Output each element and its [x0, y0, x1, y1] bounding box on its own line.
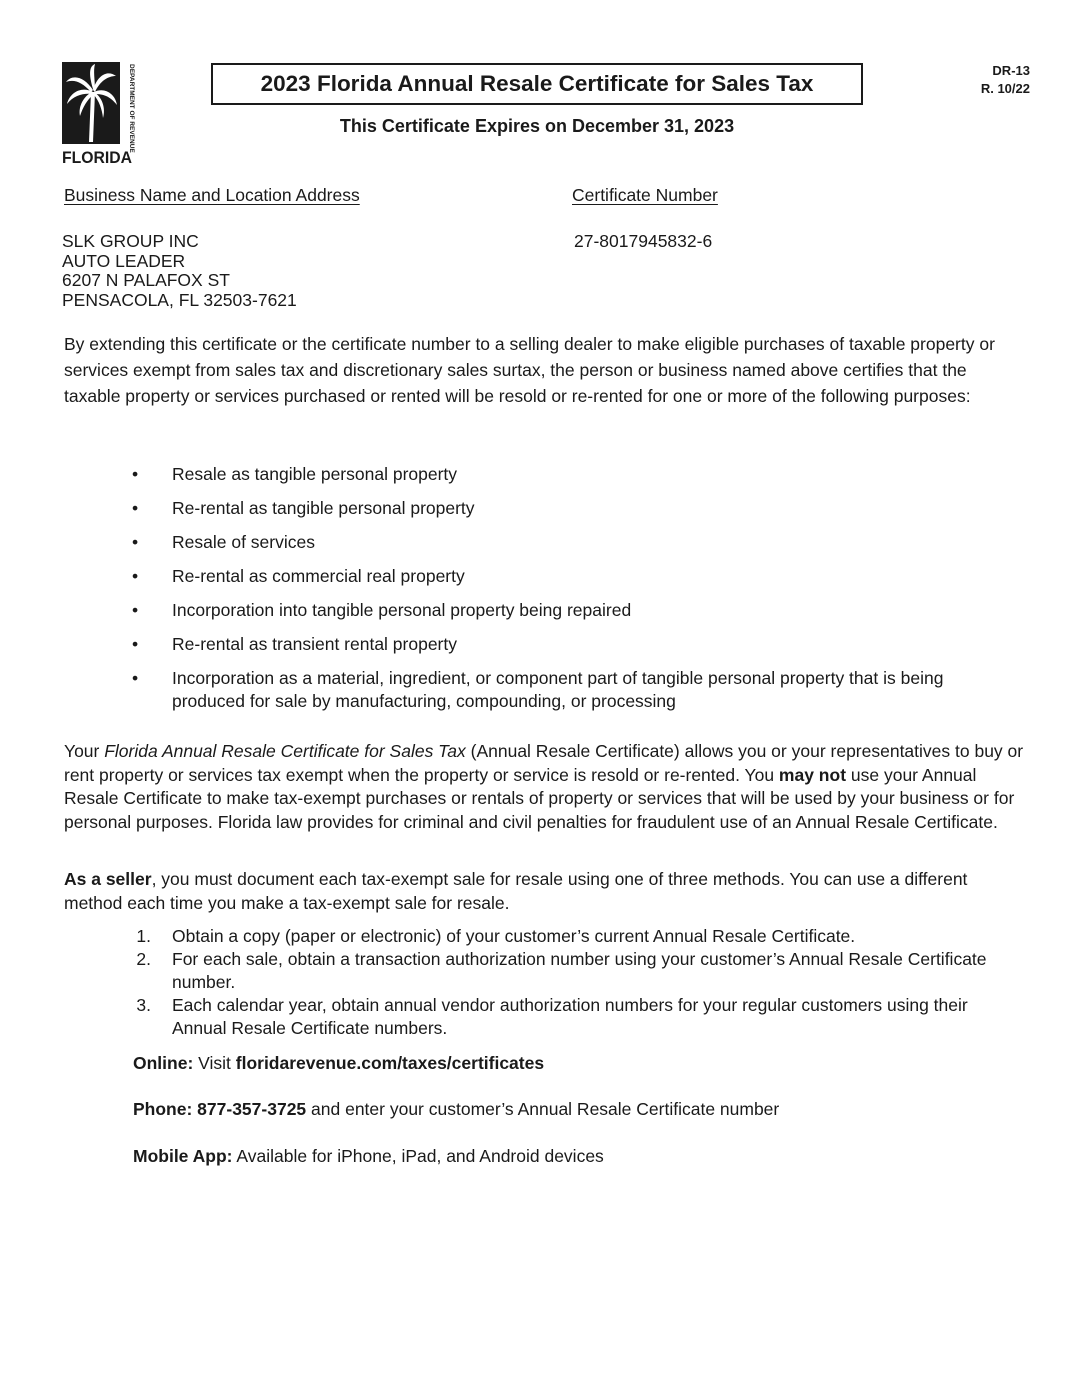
certificate-label: Certificate Number — [572, 185, 718, 205]
business-city: PENSACOLA, FL 32503-7621 — [62, 289, 297, 310]
bullet-icon: • — [132, 634, 139, 654]
expiration-notice: This Certificate Expires on December 31, 2023 — [339, 116, 735, 136]
list-item: • Re-rental as tangible personal property — [132, 498, 475, 518]
business-address — [62, 232, 297, 310]
list-item: • Incorporation into tangible personal property being repaired — [132, 600, 632, 620]
palm-tree-icon — [62, 62, 138, 166]
intro-paragraph: By extending this certificate or the certificate number to a selling dealer to make eligible purchases of taxable property or services exempt from sales tax and discretionary sales surtax, the person or business named above certifies that the taxable property or services purchased or rented will be resold or re-rented for one or more of the following purposes: — [64, 334, 995, 406]
department-wordmark: DEPARTMENT OF REVENUE — [128, 64, 135, 153]
phone-label: Phone: — [133, 1099, 193, 1119]
form-number: DR-13 — [992, 63, 1030, 78]
business-name: SLK GROUP INC — [62, 231, 199, 251]
florida-wordmark: FLORIDA — [62, 148, 132, 166]
page-title: 2023 Florida Annual Resale Certificate for Sales Tax — [211, 63, 863, 105]
list-item: • Resale as tangible personal property — [132, 464, 458, 484]
form-name: Florida Annual Resale Certificate for Sales Tax — [104, 741, 466, 761]
mobile-label: Mobile App: — [133, 1146, 233, 1166]
bullet-icon: • — [132, 464, 139, 484]
seller-emphasis: As a seller — [64, 869, 152, 889]
bullet-icon: • — [132, 566, 139, 586]
list-item: • Incorporation as a material, ingredient, or component part of tangible personal property that is being produced for sale by manufacturing, compounding, or processing — [132, 668, 944, 711]
form-number-block — [981, 62, 1030, 98]
mobile-method: Mobile App: Available for iPhone, iPad, and Android devices — [133, 1146, 604, 1166]
seller-paragraph: As a seller, you must document each tax-exempt sale for resale using one of three methods. You can use a different method each time you make a tax-exempt sale for resale. — [64, 869, 968, 913]
bullet-icon: • — [132, 532, 139, 552]
phone-method: Phone: 877-357-3725 and enter your customer’s Annual Resale Certificate number — [133, 1099, 780, 1119]
list-item: • Re-rental as commercial real property — [132, 566, 465, 586]
usage-paragraph: Your Florida Annual Resale Certificate for Sales Tax (Annual Resale Certificate) allows you or your representatives to buy or rent property or services tax exempt when the property or service is resold or re-rented. You may not use your Annual Resale Certificate to make tax-exempt purchases or rentals of property or services that will be used by your business or for personal purposes. Florida law provides for criminal and civil penalties for fraudulent use of an Annual Resale Certificate. — [64, 741, 1024, 832]
list-item: 1. Obtain a copy (paper or electronic) of your customer’s current Annual Resale Certificate. — [136, 926, 856, 946]
list-item: 3. Each calendar year, obtain annual vendor authorization numbers for your regular customers using their Annual Resale Certificate numbers. — [136, 995, 968, 1038]
bullet-icon: • — [132, 600, 139, 620]
florida-dor-logo — [62, 62, 138, 166]
list-item: 2. For each sale, obtain a transaction authorization number using your customer’s Annual Resale Certificate number. — [136, 949, 987, 992]
list-item: • Resale of services — [132, 532, 315, 552]
online-label: Online: — [133, 1053, 194, 1073]
bullet-icon: • — [132, 498, 139, 518]
online-method: Online: Visit floridarevenue.com/taxes/certificates — [133, 1053, 545, 1073]
certificates-link[interactable]: floridarevenue.com/taxes/certificates — [235, 1053, 545, 1073]
business-street: 6207 N PALAFOX ST — [62, 270, 230, 290]
form-revision: R. 10/22 — [980, 81, 1030, 96]
bullet-icon: • — [132, 668, 139, 688]
business-dba: AUTO LEADER — [62, 250, 186, 271]
may-not-emphasis: may not — [778, 764, 847, 785]
phone-number[interactable]: 877-357-3725 — [192, 1099, 307, 1119]
list-item: • Re-rental as transient rental property — [132, 634, 457, 654]
certificate-number: 27-8017945832-6 — [574, 231, 713, 251]
business-label: Business Name and Location Address — [64, 185, 360, 205]
